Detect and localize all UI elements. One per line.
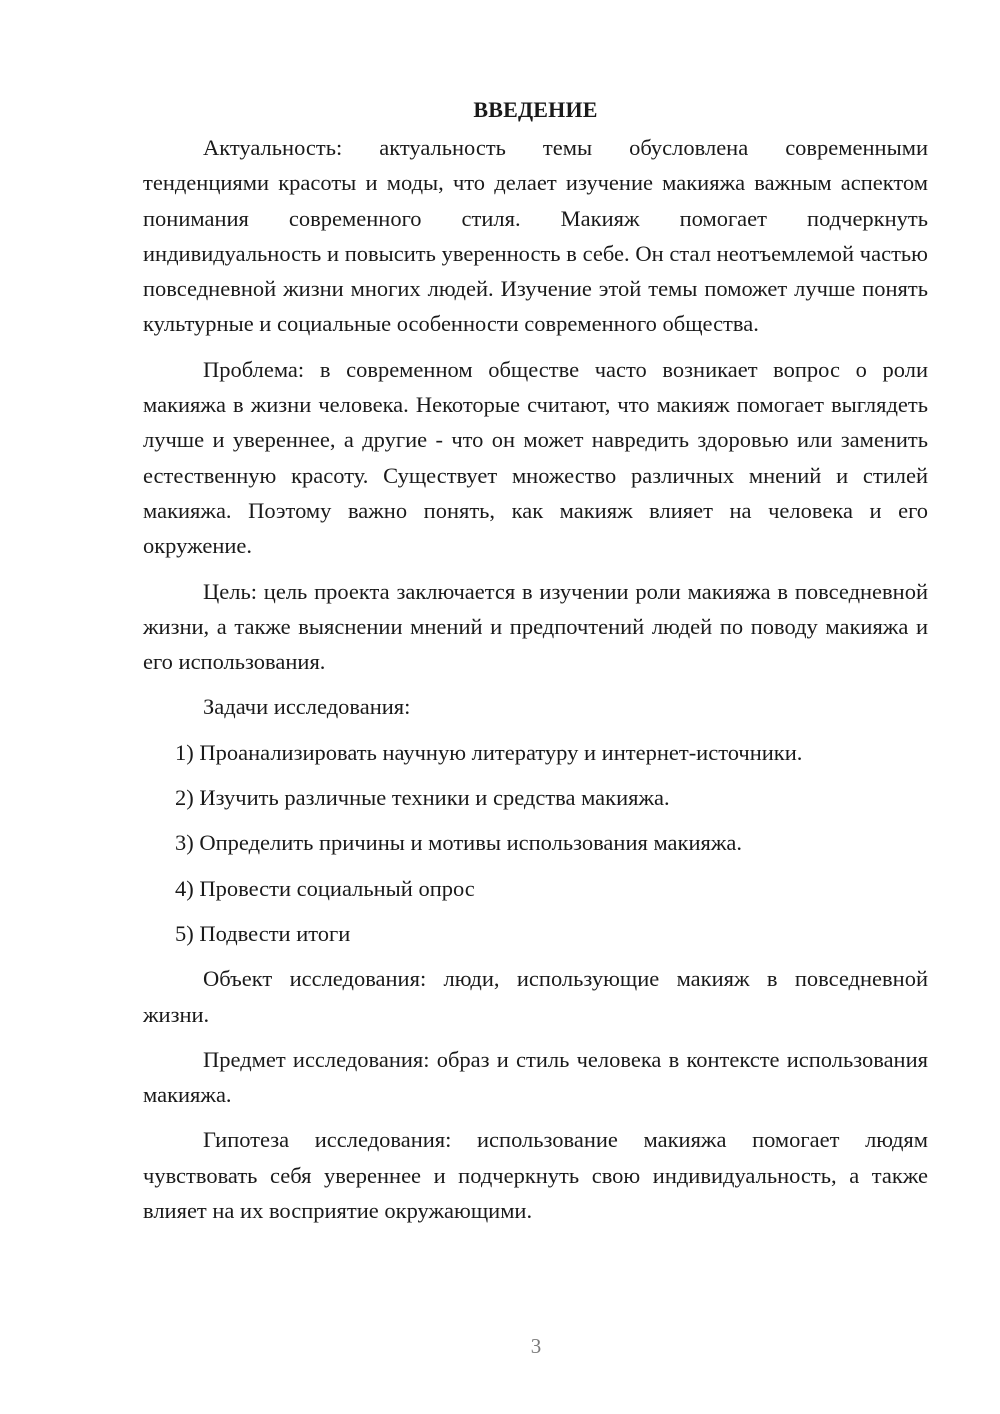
paragraph-problem: Проблема: в современном обществе часто возникает вопрос о роли макияжа в жизни человека. Некоторые считают, что макияж помогает выглядеть лучше и увереннее, а другие - что он может навредить здоровью или заменить естественную красоту. Существует множество различных мнений и стилей макияжа. Поэтому важно понять, как макияж влияет на человека и его окружение. bbox=[143, 356, 928, 559]
paragraph-goal: Цель: цель проекта заключается в изучении роли макияжа в повседневной жизни, а также выяснении мнений и предпочтений людей по поводу макияжа и его использования. bbox=[143, 578, 928, 675]
page-number: 3 bbox=[530, 1334, 542, 1358]
tasks-heading: Задачи исследования: bbox=[203, 694, 411, 720]
task-item-1: 1) Проанализировать научную литературу и интернет-источники. bbox=[175, 739, 803, 765]
paragraph-relevance: Актуальность: актуальность темы обусловлена современными тенденциями красоты и моды, что делает изучение макияжа важным аспектом понимания современного стиля. Макияж помогает подчеркнуть индивидуальность и повысить уверенность в себе. Он стал неотъемлемой частью повседневной жизни многих людей. Изучение этой темы поможет лучше понять культурные и социальные особенности современного общества. bbox=[143, 135, 928, 337]
paragraph-hypothesis: Гипотеза исследования: использование макияжа помогает людям чувствовать себя увереннее и подчеркнуть свою индивидуальность, а также влияет на их восприятие окружающими. bbox=[143, 1127, 928, 1224]
task-item-4: 4) Провести социальный опрос bbox=[175, 875, 475, 901]
task-item-3: 3) Определить причины и мотивы использования макияжа. bbox=[175, 830, 743, 856]
page-title: ВВЕДЕНИЕ bbox=[473, 97, 598, 122]
paragraph-object: Объект исследования: люди, использующие макияж в повседневной жизни. bbox=[143, 966, 928, 1027]
task-item-2: 2) Изучить различные техники и средства макияжа. bbox=[175, 785, 670, 811]
paragraph-subject: Предмет исследования: образ и стиль человека в контексте использования макияжа. bbox=[143, 1046, 928, 1108]
task-item-5: 5) Подвести итоги bbox=[175, 920, 351, 946]
document-page bbox=[143, 92, 928, 1238]
